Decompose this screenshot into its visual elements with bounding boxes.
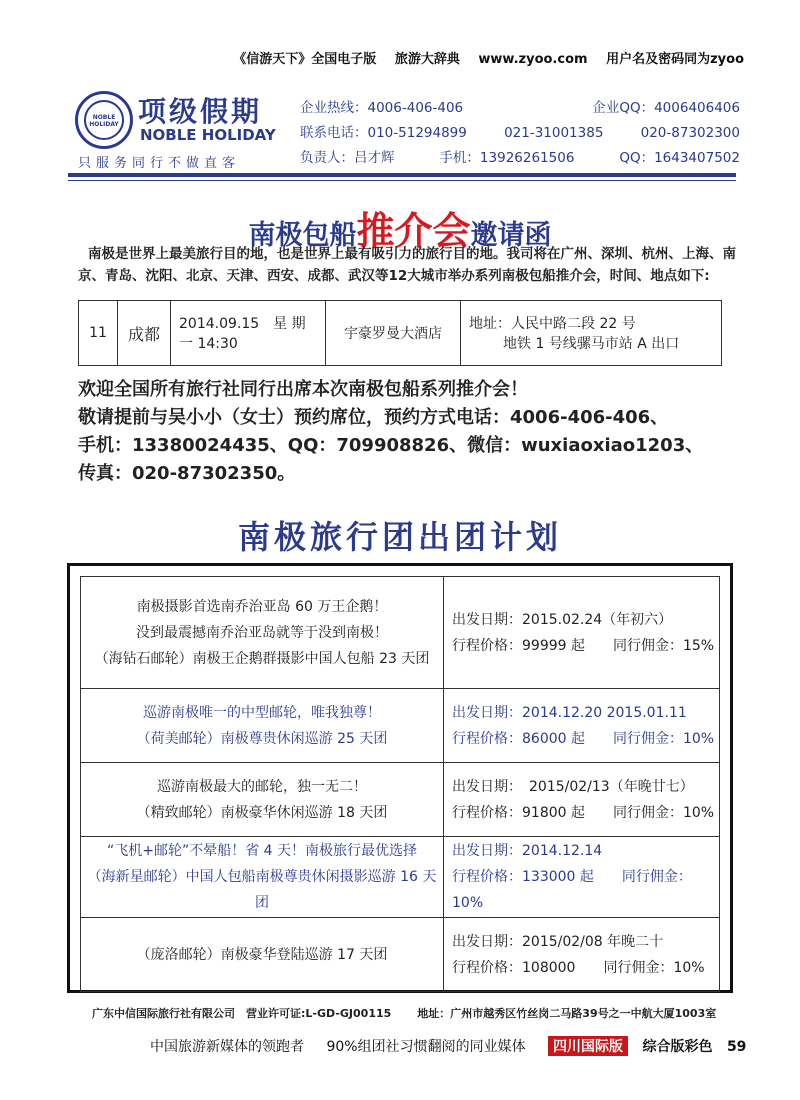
- hotline: 企业热线：4006-406-406: [300, 100, 464, 116]
- plan-desc-line: （庞洛邮轮）南极豪华登陆巡游 17 天团: [136, 946, 388, 963]
- plan-price: 行程价格：99999 起 同行佣金：15%: [452, 637, 715, 654]
- header-divider: [68, 173, 736, 177]
- plan-desc-line: “飞机+邮轮”不晕船！省 4 天！南极旅行最优选择: [106, 843, 418, 859]
- edition-badge: 四川国际版: [548, 1036, 628, 1056]
- event-datetime: 2014.09.15 星 期 一 14:30: [171, 301, 326, 366]
- company-footer: [92, 1005, 717, 1021]
- plan-info: [444, 918, 720, 992]
- plan-desc-line: （海新星邮轮）中国人包船南极尊贵休闲摄影巡游 16 天团: [87, 869, 437, 911]
- table-row: [79, 301, 722, 366]
- magazine-title: 《信游天下》全国电子版: [233, 52, 377, 67]
- plan-info: [444, 837, 720, 918]
- plan-depart-date: 出发日期： 2015/02/13（年晚廿七）: [452, 778, 694, 795]
- plan-table: [80, 576, 720, 992]
- table-row: [81, 763, 720, 837]
- table-row: [81, 837, 720, 918]
- intro-paragraph: 南极是世界上最美旅行目的地，也是世界上最有吸引力的旅行目的地。我司将在广州、深圳、杭州、上海、南京、青岛、沈阳、北京、天津、西安、成都、武汉等12大城市举办系列南极包船推介会，时间、地点如下:: [78, 246, 736, 284]
- logo-emblem-icon: [75, 91, 133, 149]
- event-address: [461, 301, 722, 366]
- plan-title: 南极旅行团出团计划: [237, 518, 562, 556]
- plan-description: [81, 577, 444, 689]
- title-highlight: 推介会: [356, 209, 471, 253]
- account-note: 用户名及密码同为zyoo: [606, 52, 744, 67]
- bottom-slogan-2: 90%组团社习惯翻阅的同业媒体: [326, 1039, 526, 1055]
- plan-depart-date: 出发日期：2014.12.14: [452, 843, 603, 859]
- invite-line: 欢迎全国所有旅行社同行出席本次南极包船系列推介会！: [78, 379, 528, 400]
- plan-depart-date: 出发日期：2015.02.24（年初六）: [452, 611, 673, 628]
- logo-english-name: NOBLE HOLIDAY: [140, 126, 276, 144]
- invite-line: 手机：13380024435、QQ：709908826、微信：wuxiaoxiao1203、: [78, 435, 704, 456]
- plan-price: 行程价格：91800 起 同行佣金：10%: [452, 804, 715, 821]
- header-divider-thin: [68, 180, 736, 181]
- page-bottom: [150, 1036, 756, 1056]
- header: [70, 86, 740, 172]
- invite-block: [78, 376, 738, 488]
- plan-depart-date: 出发日期：2014.12.20 2015.01.11: [452, 704, 687, 721]
- bottom-slogan-1: 中国旅游新媒体的领跑者: [150, 1039, 304, 1055]
- section-label: 综合版彩色: [642, 1039, 713, 1055]
- mobile: 手机：13926261506: [439, 150, 575, 166]
- table-row: [81, 689, 720, 763]
- invite-line: 传真：020-87302350。: [78, 463, 296, 484]
- phone-beijing: 联系电话：010-51294899: [300, 125, 467, 141]
- phone-shanghai: 021-31001385: [504, 125, 604, 141]
- table-row: [81, 918, 720, 992]
- plan-desc-line: （荷美邮轮）南极尊贵休闲巡游 25 天团: [136, 730, 388, 747]
- plan-depart-date: 出发日期：2015/02/08 年晚二十: [452, 933, 664, 950]
- event-address-line1: 地址：人民中路二段 22 号: [469, 316, 636, 332]
- page-number: 59: [726, 1039, 747, 1055]
- plan-info: [444, 689, 720, 763]
- plan-description: [81, 689, 444, 763]
- plan-desc-line: （海钻石邮轮）南极王企鹅群摄影中国人包船 23 天团: [94, 650, 430, 667]
- event-address-line2: 地铁 1 号线骡马市站 A 出口: [503, 336, 680, 352]
- title-pre: 南极包船: [248, 220, 357, 251]
- corp-qq: 企业QQ：4006406406: [592, 100, 740, 116]
- table-row: [81, 577, 720, 689]
- phone-guangzhou: 020-87302300: [640, 125, 740, 141]
- manager: 负责人：吕才辉: [300, 150, 395, 166]
- invite-line: 敬请提前与吴小小（女士）预约席位，预约方式电话：4006-406-406、: [78, 407, 669, 428]
- contact-info: [300, 96, 740, 171]
- logo-chinese-name: 项级假期: [138, 95, 263, 128]
- plan-description: [81, 837, 444, 918]
- event-table: [78, 300, 722, 366]
- plan-price: 行程价格：86000 起 同行佣金：10%: [452, 730, 715, 747]
- event-venue: 宇豪罗曼大酒店: [326, 301, 461, 366]
- logo-slogan: 只服务同行不做直客: [78, 156, 241, 171]
- plan-frame: [67, 563, 733, 993]
- plan-desc-line: 巡游南极最大的邮轮，独一无二！: [157, 778, 367, 795]
- event-number: 11: [79, 301, 118, 366]
- plan-desc-line: 南极摄影首选南乔治亚岛 60 万王企鹅！: [136, 598, 388, 615]
- plan-desc-line: （精致邮轮）南极豪华休闲巡游 18 天团: [136, 804, 388, 821]
- logo-emblem-text: NOBLE HOLIDAY: [89, 114, 119, 128]
- plan-desc-line: 没到最震撼南乔治亚岛就等于没到南极！: [136, 624, 388, 641]
- company-address: 地址：广州市越秀区竹丝岗二马路39号之一中航大厦1003室: [417, 1007, 717, 1020]
- plan-info: [444, 577, 720, 689]
- website-link[interactable]: www.zyoo.com: [478, 52, 588, 67]
- top-banner: [219, 48, 744, 67]
- company-license: 广东中信国际旅行社有限公司 营业许可证:L-GD-GJ00115: [92, 1007, 392, 1020]
- plan-description: [81, 763, 444, 837]
- plan-desc-line: 巡游南极唯一的中型邮轮，唯我独尊！: [143, 704, 381, 721]
- dictionary-title: 旅游大辞典: [394, 52, 460, 67]
- plan-info: [444, 763, 720, 837]
- event-city: 成都: [118, 301, 171, 366]
- plan-price: 行程价格：108000 同行佣金：10%: [452, 959, 705, 976]
- manager-qq: QQ：1643407502: [619, 150, 740, 166]
- title-post: 邀请函: [470, 220, 552, 251]
- plan-description: [81, 918, 444, 992]
- plan-price: 行程价格：133000 起 同行佣金：10%: [452, 869, 692, 911]
